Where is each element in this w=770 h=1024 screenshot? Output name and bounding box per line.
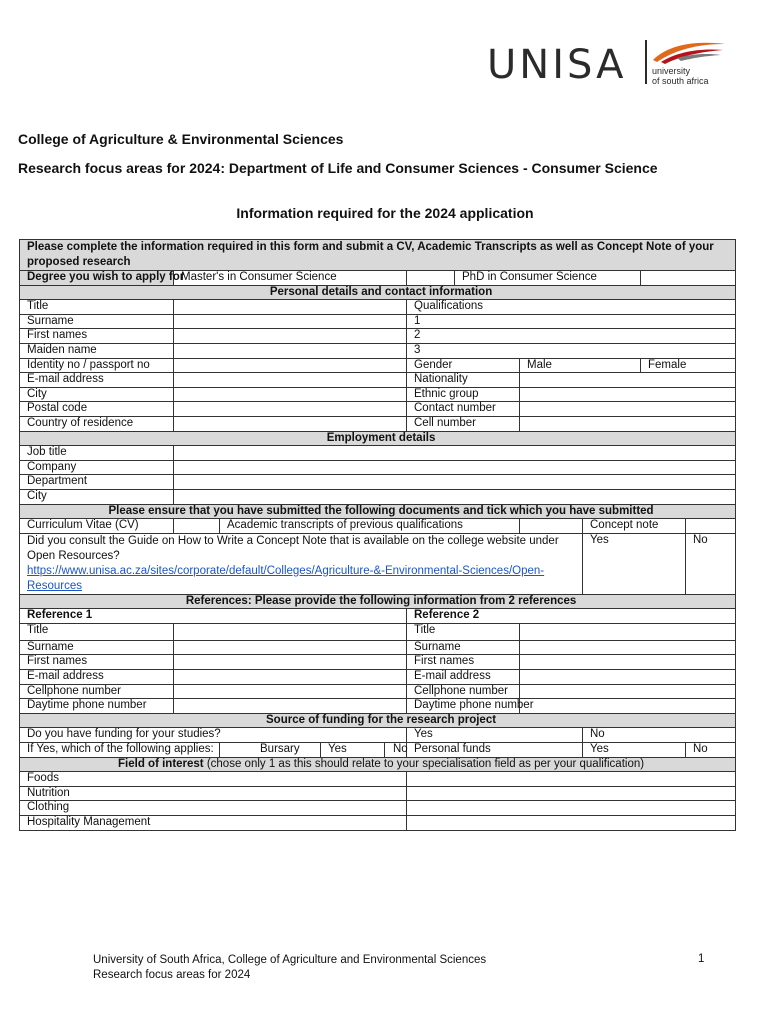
funding-yes-option[interactable]: Yes [407, 728, 583, 743]
first-names-field[interactable] [174, 329, 407, 344]
employment-city-field[interactable] [174, 489, 736, 504]
gender-male-option[interactable]: Male [520, 358, 641, 373]
cell-number-label: Cell number [407, 416, 520, 431]
references-header: References: Please provide the following information from 2 references [20, 594, 736, 609]
guide-question-cell [20, 533, 583, 594]
bursary-no-option[interactable]: No [393, 743, 408, 756]
city-label: City [20, 387, 174, 402]
interest-header-note: (chose only 1 as this should relate to your specialisation field as per your qualification) [203, 757, 645, 770]
interest-header [20, 757, 736, 772]
ref2-daytime-label: Daytime phone number [407, 699, 520, 714]
interest-hospitality-tick[interactable] [407, 816, 736, 831]
ref2-title-field[interactable] [520, 623, 736, 640]
email-label: E-mail address [20, 373, 174, 388]
page-footer [93, 953, 486, 983]
gender-female-option[interactable]: Female [641, 358, 736, 373]
funding-options-cell [220, 743, 407, 758]
interest-clothing-label: Clothing [20, 801, 407, 816]
ref2-surname-field[interactable] [520, 640, 736, 655]
maiden-name-label: Maiden name [20, 343, 174, 358]
surname-field[interactable] [174, 314, 407, 329]
employment-city-label: City [20, 489, 174, 504]
documents-header: Please ensure that you have submitted the following documents and tick which you have submitted [20, 504, 736, 519]
interest-clothing-tick[interactable] [407, 801, 736, 816]
funding-applies-label: If Yes, which of the following applies: [20, 743, 220, 758]
personal-funds-no-option[interactable]: No [686, 743, 736, 758]
maiden-name-field[interactable] [174, 343, 407, 358]
logo-wordmark: UNISA [487, 42, 627, 88]
company-field[interactable] [174, 460, 736, 475]
country-label: Country of residence [20, 416, 174, 431]
logo-swoosh-icon [647, 38, 727, 64]
ref1-title-label: Title [20, 623, 174, 640]
transcripts-tick[interactable] [520, 519, 583, 534]
interest-foods-tick[interactable] [407, 772, 736, 787]
ref1-daytime-field[interactable] [174, 699, 407, 714]
footer-line-1: University of South Africa, College of Agriculture and Environmental Sciences [93, 954, 487, 966]
concept-note-tick[interactable] [686, 519, 736, 534]
department-label: Department [20, 475, 174, 490]
ref1-daytime-label: Daytime phone number [20, 699, 174, 714]
ref2-cellphone-field[interactable] [520, 684, 736, 699]
ref1-title-field[interactable] [174, 623, 407, 640]
ref2-surname-label: Surname [407, 640, 520, 655]
ref2-first-names-field[interactable] [520, 655, 736, 670]
identity-field[interactable] [174, 358, 407, 373]
cell-number-field[interactable] [520, 416, 736, 431]
degree-phd-label: PhD in Consumer Science [455, 271, 641, 286]
funding-question: Do you have funding for your studies? [20, 728, 407, 743]
qualifications-label: Qualifications [407, 300, 736, 315]
ref2-cellphone-label: Cellphone number [407, 684, 520, 699]
title-field[interactable] [174, 300, 407, 315]
bursary-option[interactable]: Bursary [220, 743, 321, 757]
reference-1-heading: Reference 1 [20, 609, 407, 624]
identity-label: Identity no / passport no [20, 358, 174, 373]
department-field[interactable] [174, 475, 736, 490]
email-field[interactable] [174, 373, 407, 388]
qualification-3-field[interactable]: 3 [407, 343, 736, 358]
funding-options [220, 743, 406, 757]
degree-masters-label: Master's in Consumer Science [174, 271, 407, 286]
unisa-logo [487, 36, 732, 92]
bursary-yes-option[interactable]: Yes [321, 743, 385, 757]
concept-note-label: Concept note [583, 519, 686, 534]
qualification-2-field[interactable]: 2 [407, 329, 736, 344]
personal-funds-yes-option[interactable]: Yes [583, 743, 686, 758]
postal-code-field[interactable] [174, 402, 407, 417]
application-form [19, 239, 736, 831]
contact-number-field[interactable] [520, 402, 736, 417]
employment-header: Employment details [20, 431, 736, 446]
interest-foods-label: Foods [20, 772, 407, 787]
ref1-cellphone-field[interactable] [174, 684, 407, 699]
logo-sub-line1: university [652, 66, 691, 76]
cv-tick[interactable] [174, 519, 220, 534]
personal-funds-option[interactable]: Personal funds [407, 743, 583, 758]
interest-header-title: Field of interest [118, 757, 204, 770]
job-title-label: Job title [20, 446, 174, 461]
postal-code-label: Postal code [20, 402, 174, 417]
degree-label: Degree you wish to apply for [20, 271, 174, 286]
ethnic-group-label: Ethnic group [407, 387, 520, 402]
ref2-email-label: E-mail address [407, 670, 520, 685]
ref2-first-names-label: First names [407, 655, 520, 670]
nationality-field[interactable] [520, 373, 736, 388]
guide-yes-option[interactable]: Yes [583, 533, 686, 594]
qualification-1-field[interactable]: 1 [407, 314, 736, 329]
interest-nutrition-tick[interactable] [407, 786, 736, 801]
first-names-label: First names [20, 329, 174, 344]
logo-subtitle [652, 66, 709, 86]
interest-hospitality-label: Hospitality Management [20, 816, 407, 831]
ethnic-group-field[interactable] [520, 387, 736, 402]
ref1-email-label: E-mail address [20, 670, 174, 685]
ref1-cellphone-label: Cellphone number [20, 684, 174, 699]
title-label: Title [20, 300, 174, 315]
ref2-title-label: Title [407, 623, 520, 640]
page-number: 1 [698, 953, 705, 965]
country-field[interactable] [174, 416, 407, 431]
college-title: College of Agriculture & Environmental Sciences [18, 131, 344, 147]
ref1-first-names-label: First names [20, 655, 174, 670]
degree-phd-tick[interactable] [641, 271, 736, 286]
info-title: Information required for the 2024 application [236, 205, 534, 221]
ref2-daytime-field[interactable] [520, 699, 736, 714]
footer-line-2: Research focus areas for 2024 [93, 969, 251, 981]
ref1-surname-field[interactable] [174, 640, 407, 655]
form-intro: Please complete the information required in this form and submit a CV, Academic Transcripts as well as Concept Note of your proposed research [20, 240, 736, 271]
job-title-field[interactable] [174, 446, 736, 461]
reference-2-heading: Reference 2 [407, 609, 736, 624]
ref1-first-names-field[interactable] [174, 655, 407, 670]
degree-masters-tick[interactable] [407, 271, 455, 286]
funding-header: Source of funding for the research project [20, 713, 736, 728]
funding-no-option[interactable]: No [583, 728, 736, 743]
gender-label: Gender [407, 358, 520, 373]
company-label: Company [20, 460, 174, 475]
ref1-email-field[interactable] [174, 670, 407, 685]
transcripts-label: Academic transcripts of previous qualifications [220, 519, 520, 534]
cv-label: Curriculum Vitae (CV) [20, 519, 174, 534]
surname-label: Surname [20, 314, 174, 329]
interest-nutrition-label: Nutrition [20, 786, 407, 801]
nationality-label: Nationality [407, 373, 520, 388]
guide-no-option[interactable]: No [686, 533, 736, 594]
ref2-email-field[interactable] [520, 670, 736, 685]
contact-number-label: Contact number [407, 402, 520, 417]
logo-sub-line2: of south africa [652, 76, 709, 86]
focus-title: Research focus areas for 2024: Department of Life and Consumer Sciences - Consumer Science [18, 160, 658, 176]
city-field[interactable] [174, 387, 407, 402]
ref1-surname-label: Surname [20, 640, 174, 655]
open-resources-link[interactable]: https://www.unisa.ac.za/sites/corporate/default/Colleges/Agriculture-&-Environmental-Sciences/Open-Resources [27, 564, 545, 592]
personal-header: Personal details and contact information [20, 285, 736, 300]
guide-question: Did you consult the Guide on How to Write a Concept Note that is available on the college website under Open Resources? [27, 534, 559, 562]
